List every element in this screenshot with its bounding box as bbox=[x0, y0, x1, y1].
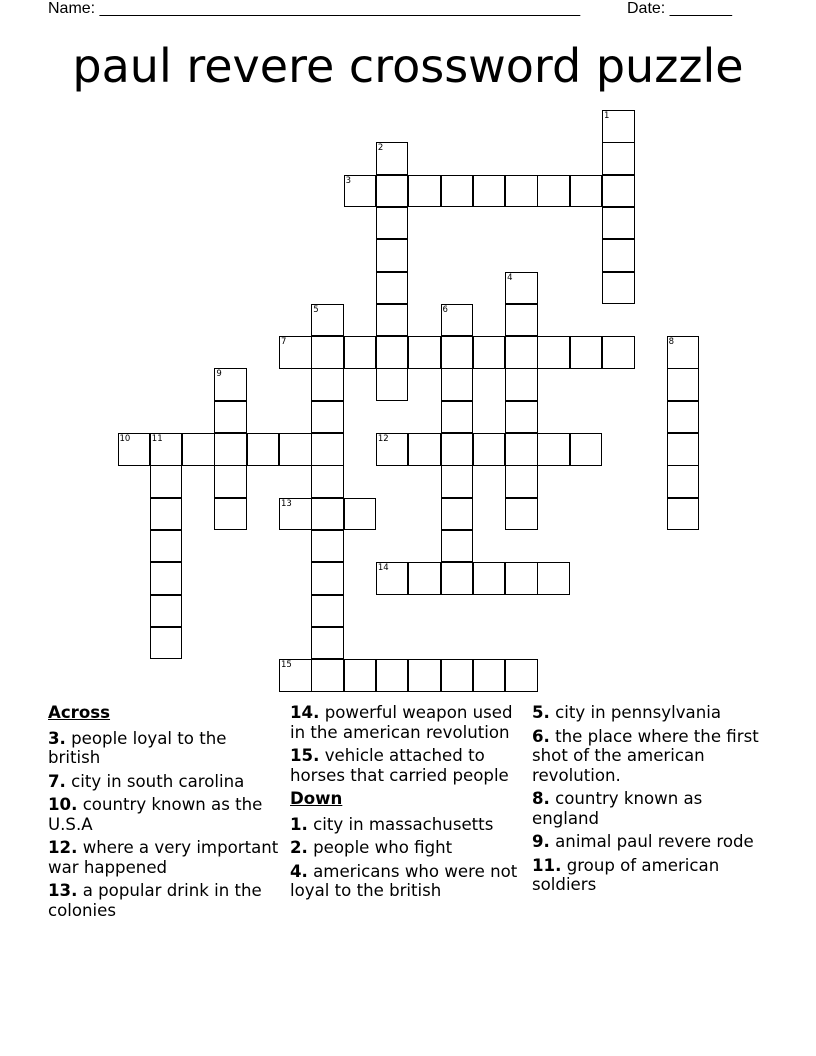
grid-cell[interactable] bbox=[311, 659, 344, 692]
grid-cell[interactable] bbox=[150, 562, 183, 595]
grid-cell[interactable] bbox=[441, 175, 474, 208]
clue-number-12: 12 bbox=[377, 434, 389, 444]
grid-cell[interactable] bbox=[214, 433, 247, 466]
grid-cell[interactable] bbox=[441, 401, 474, 434]
clue-across-14: 14. powerful weapon used in the american revolution bbox=[290, 703, 513, 742]
grid-cell[interactable] bbox=[344, 336, 377, 369]
grid-cell[interactable] bbox=[376, 207, 409, 240]
clue-number-13: 13 bbox=[281, 498, 292, 509]
grid-cell[interactable] bbox=[311, 627, 344, 660]
grid-cell[interactable] bbox=[537, 336, 570, 369]
grid-cell[interactable] bbox=[150, 595, 183, 628]
grid-cell[interactable] bbox=[537, 175, 570, 208]
grid-cell[interactable] bbox=[667, 498, 700, 531]
grid-cell[interactable] bbox=[376, 304, 409, 337]
grid-cell[interactable] bbox=[473, 336, 506, 369]
grid-cell[interactable] bbox=[311, 336, 344, 369]
name-field-label: Name: ______________________________________________________ bbox=[48, 0, 581, 17]
grid-cell[interactable] bbox=[376, 659, 409, 692]
grid-cell[interactable] bbox=[311, 595, 344, 628]
grid-cell[interactable] bbox=[667, 401, 700, 434]
grid-cell[interactable] bbox=[505, 562, 538, 595]
grid-cell[interactable] bbox=[667, 465, 700, 498]
clue-number-11: 11 bbox=[151, 434, 163, 444]
grid-cell[interactable] bbox=[602, 207, 635, 240]
grid-cell[interactable] bbox=[505, 368, 538, 401]
clue-down-9: 9. animal paul revere rode bbox=[532, 832, 754, 851]
date-field-label: Date: _______ bbox=[627, 0, 732, 17]
grid-cell[interactable] bbox=[408, 175, 441, 208]
grid-cell[interactable] bbox=[570, 433, 603, 466]
grid-cell[interactable] bbox=[441, 433, 474, 466]
clue-down-5: 5. city in pennsylvania bbox=[532, 703, 722, 722]
grid-cell[interactable] bbox=[182, 433, 215, 466]
grid-cell[interactable] bbox=[214, 498, 247, 531]
grid-cell[interactable] bbox=[505, 175, 538, 208]
clue-down-4: 4. americans who were not loyal to the british bbox=[290, 861, 518, 900]
grid-cell[interactable] bbox=[311, 498, 344, 531]
clues-column-2 bbox=[290, 703, 522, 905]
grid-cell[interactable] bbox=[376, 336, 409, 369]
clue-across-3: 3. people loyal to the british bbox=[48, 728, 227, 767]
grid-cell[interactable] bbox=[311, 401, 344, 434]
grid-cell[interactable] bbox=[311, 465, 344, 498]
clue-number-3: 3 bbox=[345, 175, 352, 186]
grid-cell[interactable] bbox=[505, 304, 538, 337]
grid-cell[interactable] bbox=[376, 239, 409, 272]
grid-cell[interactable] bbox=[602, 142, 635, 175]
grid-cell[interactable] bbox=[602, 175, 635, 208]
grid-cell[interactable] bbox=[602, 239, 635, 272]
page-title: paul revere crossword puzzle bbox=[72, 39, 744, 93]
grid-cell[interactable] bbox=[473, 175, 506, 208]
clue-number-15: 15 bbox=[281, 660, 292, 671]
grid-cell[interactable] bbox=[537, 433, 570, 466]
clue-across-13: 13. a popular drink in the colonies bbox=[48, 881, 262, 920]
clue-across-7: 7. city in south carolina bbox=[48, 771, 245, 791]
clue-number-5: 5 bbox=[313, 304, 319, 315]
clue-down-6: 6. the place where the first shot of the american revolution. bbox=[532, 726, 759, 785]
clue-number-14: 14 bbox=[377, 563, 389, 574]
grid-cell[interactable] bbox=[602, 336, 635, 369]
grid-cell[interactable] bbox=[279, 433, 312, 466]
grid-cell[interactable] bbox=[505, 498, 538, 531]
grid-cell[interactable] bbox=[150, 530, 183, 563]
grid-cell[interactable] bbox=[214, 401, 247, 434]
clue-number-7: 7 bbox=[281, 337, 287, 348]
down-heading: Down bbox=[290, 789, 343, 808]
grid-cell[interactable] bbox=[150, 498, 183, 531]
across-heading: Across bbox=[48, 703, 111, 722]
grid-cell[interactable] bbox=[376, 368, 409, 401]
grid-cell[interactable] bbox=[214, 465, 247, 498]
grid-cell[interactable] bbox=[441, 562, 474, 595]
grid-cell[interactable] bbox=[150, 465, 183, 498]
grid-cell[interactable] bbox=[667, 433, 700, 466]
clue-number-6: 6 bbox=[442, 304, 448, 315]
grid-cell[interactable] bbox=[570, 336, 603, 369]
grid-cell[interactable] bbox=[408, 659, 441, 692]
grid-cell[interactable] bbox=[441, 530, 474, 563]
grid-cell[interactable] bbox=[473, 659, 506, 692]
grid-cell[interactable] bbox=[408, 336, 441, 369]
clue-number-4: 4 bbox=[507, 272, 513, 283]
clue-number-10: 10 bbox=[119, 434, 131, 444]
clue-number-8: 8 bbox=[668, 337, 675, 348]
grid-cell[interactable] bbox=[344, 498, 377, 531]
grid-cell[interactable] bbox=[247, 433, 280, 466]
grid-cell[interactable] bbox=[311, 562, 344, 595]
grid-cell[interactable] bbox=[570, 175, 603, 208]
clue-across-10: 10. country known as the U.S.A bbox=[48, 795, 263, 834]
clues-column-1 bbox=[48, 703, 280, 924]
grid-cell[interactable] bbox=[311, 433, 344, 466]
clue-down-11: 11. group of american soldiers bbox=[532, 855, 720, 894]
clue-down-2: 2. people who fight bbox=[290, 838, 453, 857]
grid-cell[interactable] bbox=[311, 530, 344, 563]
grid-cell[interactable] bbox=[344, 659, 377, 692]
clue-number-2: 2 bbox=[377, 143, 384, 154]
grid-cell[interactable] bbox=[408, 562, 441, 595]
grid-cell[interactable] bbox=[441, 498, 474, 531]
grid-cell[interactable] bbox=[505, 336, 538, 369]
clue-across-12: 12. where a very important war happened bbox=[48, 838, 279, 877]
clues-column-3 bbox=[532, 703, 772, 899]
grid-cell[interactable] bbox=[441, 368, 474, 401]
grid-cell[interactable] bbox=[150, 627, 183, 660]
clue-across-15: 15. vehicle attached to horses that carried people bbox=[290, 746, 509, 785]
grid-cell[interactable] bbox=[441, 465, 474, 498]
grid-cell[interactable] bbox=[473, 562, 506, 595]
grid-cell[interactable] bbox=[376, 272, 409, 305]
grid-cell[interactable] bbox=[537, 562, 570, 595]
grid-cell[interactable] bbox=[408, 433, 441, 466]
clue-number-1: 1 bbox=[604, 111, 610, 121]
clue-down-8: 8. country known as england bbox=[532, 789, 703, 828]
grid-cell[interactable] bbox=[376, 175, 409, 208]
grid-cell[interactable] bbox=[667, 368, 700, 401]
grid-cell[interactable] bbox=[473, 433, 506, 466]
grid-cell[interactable] bbox=[602, 272, 635, 305]
grid-cell[interactable] bbox=[441, 659, 474, 692]
grid-cell[interactable] bbox=[505, 465, 538, 498]
grid-cell[interactable] bbox=[505, 659, 538, 692]
grid-cell[interactable] bbox=[441, 336, 474, 369]
grid-cell[interactable] bbox=[505, 433, 538, 466]
grid-cell[interactable] bbox=[311, 368, 344, 401]
grid-cell[interactable] bbox=[505, 401, 538, 434]
clue-number-9: 9 bbox=[216, 369, 222, 380]
clue-down-1: 1. city in massachusetts bbox=[290, 814, 494, 834]
